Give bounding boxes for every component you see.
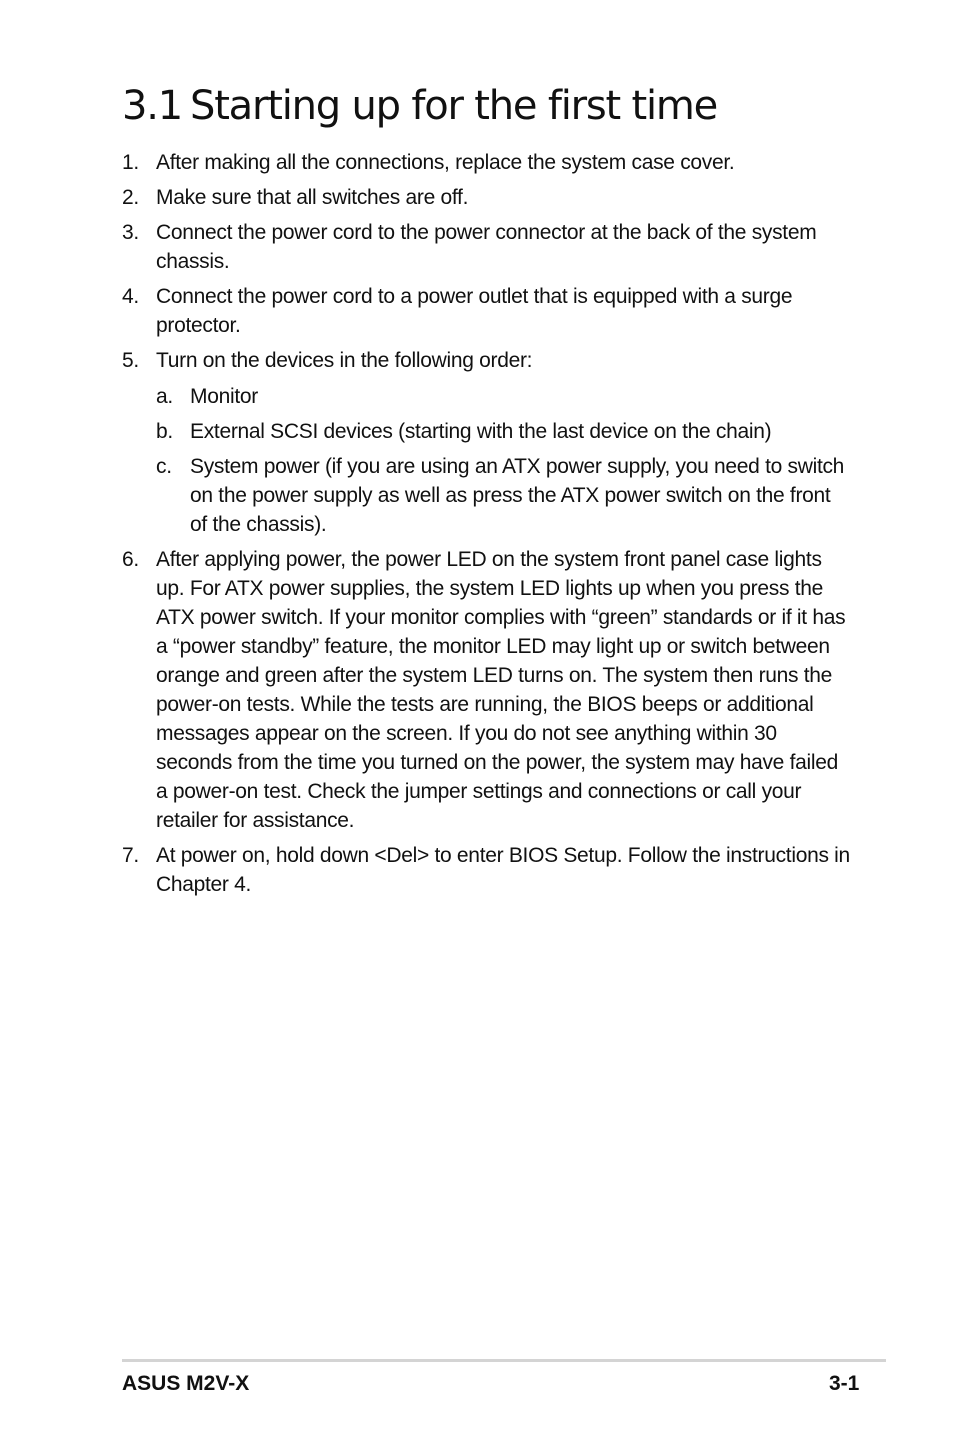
sub-step-text: System power (if you are using an ATX power supply, you need to switch on the power supply as well as press the ATX power switch on the front of the chassis). (190, 455, 845, 536)
page-title (122, 80, 717, 132)
section-number: 3.1 (122, 83, 183, 129)
step-text: Connect the power cord to a power outlet that is equipped with a surge protector. (156, 285, 793, 337)
step-number: 3. (122, 221, 139, 244)
step-number: 1. (122, 151, 139, 174)
startup-steps-list (122, 148, 852, 905)
step-text: Connect the power cord to the power connector at the back of the system chassis. (156, 221, 817, 273)
step-text: Make sure that all switches are off. (156, 186, 469, 209)
device-order-sublist (156, 382, 852, 539)
footer-product-name: ASUS M2V-X (122, 1372, 250, 1395)
step-text: At power on, hold down <Del> to enter BIOS Setup. Follow the instructions in Chapter 4. (156, 844, 850, 896)
sub-step-text: External SCSI devices (starting with the last device on the chain) (190, 420, 772, 443)
footer-page-number: 3-1 (829, 1372, 860, 1395)
sub-list-item (156, 382, 852, 411)
step-number: 6. (122, 548, 139, 571)
footer-divider (122, 1359, 886, 1362)
sub-step-text: Monitor (190, 385, 258, 408)
step-number: 7. (122, 844, 139, 867)
list-item (122, 282, 852, 340)
sub-step-letter: c. (156, 455, 172, 478)
step-number: 2. (122, 186, 139, 209)
sub-list-item (156, 417, 852, 446)
list-item (122, 545, 852, 835)
sub-step-letter: a. (156, 385, 173, 408)
section-title: Starting up for the first time (190, 83, 718, 129)
list-item (122, 346, 852, 539)
step-number: 5. (122, 349, 139, 372)
list-item (122, 218, 852, 276)
list-item (122, 148, 852, 177)
step-text: After applying power, the power LED on the system front panel case lights up. For ATX power supplies, the system LED lights up when you press the ATX power switch. If your monitor complies with “green” standards or if it has a “power standby” feature, the monitor LED may light up or switch between orange and green after the system LED turns on. The system then runs the power-on tests. While the tests are running, the BIOS beeps or additional messages appear on the screen. If you do not see anything within 30 seconds from the time you turned on the power, the system may have failed a power-on test. Check the jumper settings and connections or call your retailer for assistance. (156, 548, 846, 832)
sub-step-letter: b. (156, 420, 173, 443)
step-text: After making all the connections, replace the system case cover. (156, 151, 735, 174)
step-text: Turn on the devices in the following order: (156, 349, 533, 372)
list-item (122, 183, 852, 212)
list-item (122, 841, 852, 899)
sub-list-item (156, 452, 852, 539)
step-number: 4. (122, 285, 139, 308)
